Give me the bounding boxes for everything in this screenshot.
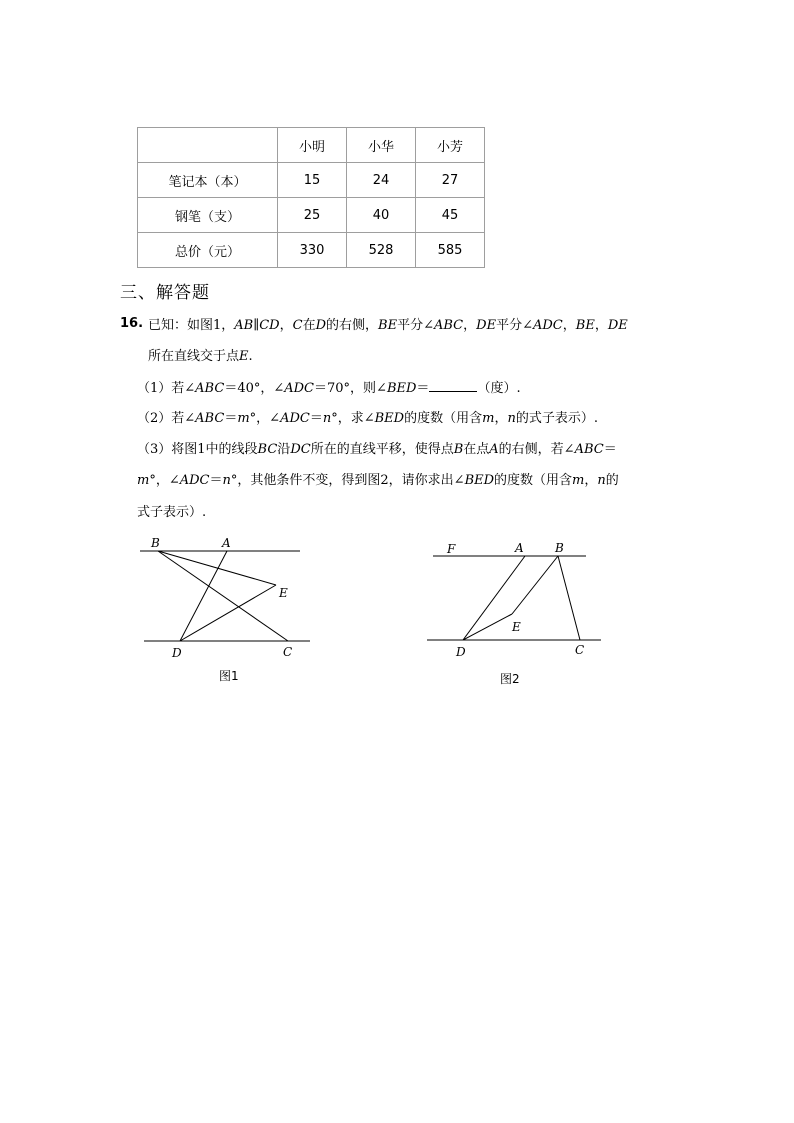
text-run: ABC (195, 381, 225, 396)
text-run: BE (378, 318, 398, 333)
text-run: ， (594, 318, 608, 333)
figure-2-label-a: A (515, 541, 524, 555)
table-header-cell: 小华 (347, 128, 416, 163)
text-run: 的 (605, 473, 619, 488)
table-cell: 15 (278, 163, 347, 198)
text-run: m (572, 473, 585, 488)
text-run: 的右侧，若∠ (498, 442, 575, 457)
text-run: （2）若∠ (137, 411, 196, 426)
figure-2-label-e: E (512, 620, 521, 634)
text-run: 的右侧， (326, 318, 379, 333)
text-run: （度）. (477, 381, 521, 396)
figure-1-label-d: D (172, 646, 182, 660)
text-run: AB∥CD (234, 318, 280, 333)
text-run: BED (464, 473, 495, 488)
text-run: DE (607, 318, 628, 333)
text-run: ADC (280, 411, 310, 426)
text-run: ABC (574, 442, 604, 457)
figure-1-label-e: E (279, 586, 288, 600)
text-run: m (137, 473, 150, 488)
text-run: 的式子表示）. (515, 411, 598, 426)
text-run: m (482, 411, 495, 426)
text-run: E (239, 349, 249, 364)
table-row-label: 总价（元） (138, 233, 278, 268)
text-run: 沿 (277, 442, 291, 457)
text-run: °，∠ (249, 411, 281, 426)
text-run: 的度数（用含 (494, 473, 573, 488)
text-run: ， (279, 318, 293, 333)
figure-1-segment-be (158, 551, 276, 585)
table-cell: 45 (416, 198, 485, 233)
text-run: ADC (284, 381, 315, 396)
text-run: ＝ (224, 411, 238, 426)
table-cell: 585 (416, 233, 485, 268)
text-run: ， (584, 473, 598, 488)
text-run: BED (374, 411, 405, 426)
text-run: ADC (179, 473, 210, 488)
figure-2-segment-bc (558, 556, 580, 640)
figure-1-label-b: B (151, 536, 160, 550)
table-cell: 24 (347, 163, 416, 198)
text-run: A (489, 442, 499, 457)
figure-2-label-b: B (555, 541, 564, 555)
text-run: ＝40°，∠ (224, 381, 285, 396)
text-run: 平分∠ (397, 318, 434, 333)
text-run: C (292, 318, 303, 333)
text-run: ， (562, 318, 576, 333)
figure-2-label-f: F (447, 542, 456, 556)
question-number: 16. (120, 316, 144, 331)
text-run: BC (257, 442, 278, 457)
question-part-3-line-3: 式子表示）. (137, 505, 207, 520)
text-run: ABC (434, 318, 464, 333)
text-run: D (315, 318, 327, 333)
text-run: B (453, 442, 464, 457)
table-cell: 528 (347, 233, 416, 268)
text-run: m (237, 411, 250, 426)
section-title: 三、解答题 (120, 283, 210, 303)
text-run: DC (290, 442, 311, 457)
figure-1-caption: 图1 (219, 669, 239, 683)
figure-1-label-c: C (283, 645, 293, 659)
table-cell: 27 (416, 163, 485, 198)
text-run: 所在直线交于点 (148, 349, 240, 364)
text-run: °，求∠ (331, 411, 375, 426)
text-run: ＝ (209, 473, 223, 488)
table-header-cell: 小芳 (416, 128, 485, 163)
text-run: ， (494, 411, 508, 426)
figure-1-segment-bc (158, 551, 288, 641)
table-row-label: 钢笔（支） (138, 198, 278, 233)
text-run: ＝ (603, 442, 617, 457)
text-run: （1）若∠ (137, 381, 196, 396)
table-cell: 25 (278, 198, 347, 233)
text-run: °，其他条件不变，得到图2，请你求出∠ (230, 473, 465, 488)
text-run: n (507, 411, 516, 426)
text-run: 所在的直线平移，使得点 (310, 442, 454, 457)
text-run: n (222, 473, 231, 488)
table-cell: 40 (347, 198, 416, 233)
text-run: ＝ (416, 381, 430, 396)
text-run: °，∠ (149, 473, 180, 488)
text-run: ADC (532, 318, 563, 333)
text-run: 在 (302, 318, 316, 333)
text-run: BED (386, 381, 417, 396)
text-run: ， (463, 318, 477, 333)
figure-1-label-a: A (222, 536, 231, 550)
figure-2-label-c: C (575, 643, 585, 657)
text-run: （3）将图1中的线段 (137, 442, 258, 457)
text-run: 在点 (463, 442, 490, 457)
text-run: 的度数（用含 (404, 411, 483, 426)
text-run: ABC (195, 411, 225, 426)
text-run: n (322, 411, 332, 426)
text-run: . (248, 349, 253, 364)
text-run: ＝70°，则∠ (314, 381, 387, 396)
text-run: 平分∠ (496, 318, 533, 333)
table-cell: 330 (278, 233, 347, 268)
figure-2-segment-de (463, 614, 512, 640)
text-run: BE (575, 318, 595, 333)
text-run: n (597, 473, 606, 488)
text-run: 已知：如图1， (148, 318, 235, 333)
table-header-cell: 小明 (278, 128, 347, 163)
figure-2-caption: 图2 (500, 672, 520, 686)
text-run: DE (476, 318, 497, 333)
table-row-label: 笔记本（本） (138, 163, 278, 198)
text-run: ＝ (309, 411, 323, 426)
figure-2-label-d: D (456, 645, 466, 659)
